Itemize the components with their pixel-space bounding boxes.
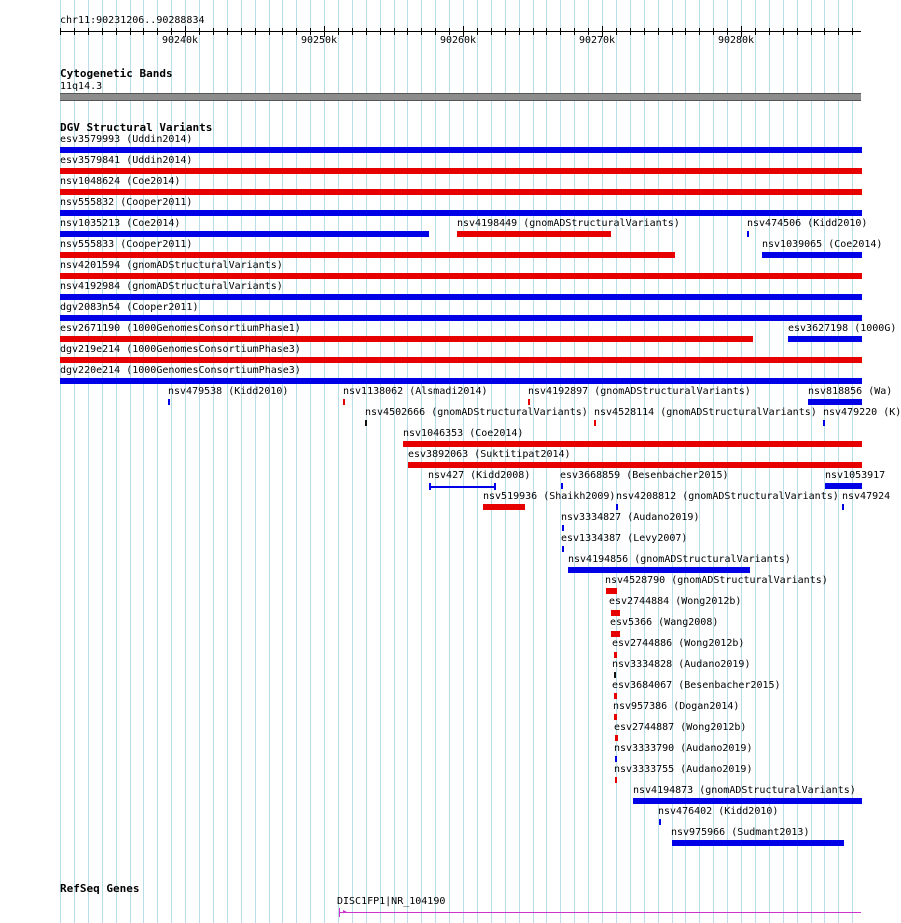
- ruler-tick-label: 90250k: [300, 35, 338, 46]
- ruler-tick: [310, 28, 311, 35]
- variant-bar-cap: [429, 483, 431, 490]
- variant-label[interactable]: dgv220e214 (1000GenomesConsortiumPhase3): [60, 365, 301, 376]
- variant-label[interactable]: nsv427 (Kidd2008): [428, 470, 531, 481]
- grid-line: [213, 0, 214, 923]
- grid-line: [366, 0, 367, 923]
- coordinate-label: chr11:90231206..90288834: [60, 15, 205, 26]
- ruler-tick: [658, 28, 659, 35]
- variant-bar[interactable]: [672, 840, 844, 846]
- ruler-tick: [269, 28, 270, 35]
- ruler-tick: [727, 28, 728, 35]
- variant-bar[interactable]: [615, 756, 617, 762]
- grid-line: [338, 0, 339, 923]
- variant-bar[interactable]: [616, 504, 618, 510]
- strand-arrow-icon: ▸: [342, 907, 348, 917]
- variant-label[interactable]: nsv4198449 (gnomADStructuralVariants): [457, 218, 680, 229]
- variant-bar[interactable]: [483, 504, 525, 510]
- variant-bar[interactable]: [611, 631, 620, 637]
- ruler-tick: [394, 28, 395, 35]
- ruler-tick: [533, 28, 534, 35]
- variant-bar[interactable]: [615, 735, 618, 741]
- ruler-tick: [783, 28, 784, 35]
- variant-label[interactable]: nsv3333790 (Audano2019): [614, 743, 753, 754]
- variant-bar[interactable]: [606, 588, 617, 594]
- variant-bar[interactable]: [408, 462, 862, 468]
- ruler-tick: [255, 28, 256, 35]
- ruler-tick: [60, 28, 61, 35]
- variant-bar[interactable]: [562, 546, 564, 552]
- grid-line: [269, 0, 270, 923]
- variant-bar[interactable]: [788, 336, 862, 342]
- ruler-tick: [102, 28, 103, 35]
- ruler-tick: [199, 28, 200, 35]
- variant-label[interactable]: nsv1046353 (Coe2014): [403, 428, 524, 439]
- variant-label[interactable]: esv3892063 (Suktitipat2014): [408, 449, 571, 460]
- ruler-tick: [88, 28, 89, 35]
- variant-bar[interactable]: [594, 420, 596, 426]
- variant-label[interactable]: nsv1039065 (Coe2014): [762, 239, 883, 250]
- variant-label[interactable]: esv2744884 (Wong2012b): [609, 596, 742, 607]
- variant-bar[interactable]: [825, 483, 862, 489]
- variant-bar[interactable]: [343, 399, 345, 405]
- ruler-tick: [130, 28, 131, 35]
- variant-label[interactable]: nsv975966 (Sudmant2013): [671, 827, 810, 838]
- ruler-tick: [74, 28, 75, 35]
- variant-label[interactable]: nsv47924: [842, 491, 891, 502]
- variant-label[interactable]: nsv4194856 (gnomADStructuralVariants): [568, 554, 791, 565]
- variant-bar[interactable]: [168, 399, 170, 405]
- variant-bar[interactable]: [568, 567, 750, 573]
- ruler-tick: [811, 28, 812, 35]
- variant-bar[interactable]: [614, 714, 617, 720]
- ruler-tick: [282, 28, 283, 35]
- ruler-tick: [616, 28, 617, 35]
- ruler-tick-label: 90270k: [578, 35, 616, 46]
- ruler-tick: [699, 28, 700, 35]
- variant-bar[interactable]: [614, 693, 617, 699]
- variant-label[interactable]: nsv555833 (Cooper2011): [60, 239, 193, 250]
- cytoband-bar[interactable]: [60, 93, 861, 101]
- ruler-tick: [574, 28, 575, 35]
- ruler-tick: [644, 28, 645, 35]
- variant-label[interactable]: nsv476402 (Kidd2010): [658, 806, 779, 817]
- variant-label[interactable]: nsv1138062 (Alsmadi2014): [343, 386, 488, 397]
- variant-bar[interactable]: [808, 399, 862, 405]
- variant-bar[interactable]: [611, 610, 620, 616]
- variant-bar[interactable]: [747, 231, 749, 237]
- grid-line: [282, 0, 283, 923]
- ruler-tick: [546, 28, 547, 35]
- variant-label[interactable]: nsv4208812 (gnomADStructuralVariants): [616, 491, 839, 502]
- ruler-tick: [838, 28, 839, 35]
- ruler-tick: [449, 28, 450, 35]
- variant-bar[interactable]: [60, 336, 753, 342]
- variant-label[interactable]: nsv3333755 (Audano2019): [614, 764, 753, 775]
- ruler-tick: [171, 28, 172, 35]
- variant-bar[interactable]: [615, 777, 617, 783]
- variant-label[interactable]: nsv4528790 (gnomADStructuralVariants): [605, 575, 828, 586]
- variant-label[interactable]: esv3579993 (Uddin2014): [60, 134, 193, 145]
- ruler-tick: [366, 28, 367, 35]
- variant-label[interactable]: nsv4502666 (gnomADStructuralVariants): [365, 407, 588, 418]
- grid-line: [227, 0, 228, 923]
- ruler-tick-label: 90260k: [439, 35, 477, 46]
- ruler-tick: [421, 28, 422, 35]
- ruler-tick: [755, 28, 756, 35]
- variant-label[interactable]: nsv1035213 (Coe2014): [60, 218, 181, 229]
- ruler-tick: [116, 28, 117, 35]
- variant-label[interactable]: nsv957386 (Dogan2014): [613, 701, 740, 712]
- ruler-tick: [685, 28, 686, 35]
- variant-bar[interactable]: [60, 252, 675, 258]
- ruler-tick: [352, 28, 353, 35]
- variant-label[interactable]: esv2744886 (Wong2012b): [612, 638, 745, 649]
- variant-label[interactable]: nsv4528114 (gnomADStructuralVariants): [594, 407, 817, 418]
- variant-bar[interactable]: [614, 652, 617, 658]
- variant-label[interactable]: nsv4201594 (gnomADStructuralVariants): [60, 260, 283, 271]
- ruler-tick: [296, 28, 297, 35]
- track-title-refseq[interactable]: RefSeq Genes: [60, 882, 140, 895]
- variant-label[interactable]: nsv479220 (K): [823, 407, 901, 418]
- variant-label[interactable]: nsv479538 (Kidd2010): [168, 386, 289, 397]
- variant-label[interactable]: nsv4194873 (gnomADStructuralVariants): [633, 785, 856, 796]
- variant-label[interactable]: esv5366 (Wang2008): [610, 617, 719, 628]
- variant-bar[interactable]: [633, 798, 862, 804]
- variant-bar[interactable]: [60, 378, 862, 384]
- grid-line: [296, 0, 297, 923]
- variant-bar[interactable]: [60, 294, 862, 300]
- variant-label[interactable]: esv1334387 (Levy2007): [561, 533, 688, 544]
- variant-bar[interactable]: [60, 147, 862, 153]
- ruler-tick: [213, 28, 214, 35]
- grid-line: [380, 0, 381, 923]
- variant-bar[interactable]: [614, 672, 616, 678]
- variant-label[interactable]: nsv555832 (Cooper2011): [60, 197, 193, 208]
- ruler-tick: [560, 28, 561, 35]
- ruler-tick: [797, 28, 798, 35]
- grid-line: [324, 0, 325, 923]
- variant-bar[interactable]: [762, 252, 862, 258]
- variant-label[interactable]: esv3668859 (Besenbacher2015): [560, 470, 729, 481]
- variant-label[interactable]: esv3627198 (1000G): [788, 323, 897, 334]
- ruler-tick: [672, 28, 673, 35]
- variant-bar[interactable]: [60, 189, 862, 195]
- variant-label[interactable]: nsv1053917: [825, 470, 886, 481]
- gene-exon-start: [339, 908, 340, 917]
- variant-label[interactable]: nsv818856 (Wa): [808, 386, 893, 397]
- ruler-tick: [380, 28, 381, 35]
- variant-bar-cap: [494, 483, 496, 490]
- grid-line: [310, 0, 311, 923]
- variant-bar[interactable]: [659, 819, 661, 825]
- ruler-tick: [505, 28, 506, 35]
- gene-label[interactable]: DISC1FP1|NR_104190: [337, 896, 446, 907]
- ruler-tick: [824, 28, 825, 35]
- grid-line: [394, 0, 395, 923]
- grid-line: [241, 0, 242, 923]
- track-title-cytobands[interactable]: Cytogenetic Bands: [60, 67, 173, 80]
- grid-line: [352, 0, 353, 923]
- ruler-tick: [338, 28, 339, 35]
- variant-label[interactable]: nsv4192897 (gnomADStructuralVariants): [528, 386, 751, 397]
- variant-bar[interactable]: [365, 420, 367, 426]
- variant-bar[interactable]: [60, 357, 862, 363]
- variant-bar[interactable]: [60, 315, 862, 321]
- variant-label[interactable]: nsv1048624 (Coe2014): [60, 176, 181, 187]
- variant-label[interactable]: nsv474506 (Kidd2010): [747, 218, 868, 229]
- gene-intron-line[interactable]: [340, 912, 861, 913]
- variant-label[interactable]: esv3579841 (Uddin2014): [60, 155, 193, 166]
- ruler-tick: [588, 28, 589, 35]
- variant-bar[interactable]: [457, 231, 611, 237]
- ruler-tick: [227, 28, 228, 35]
- variant-bar[interactable]: [429, 486, 496, 488]
- ruler-tick: [157, 28, 158, 35]
- ruler-tick-label: 90280k: [717, 35, 755, 46]
- variant-label[interactable]: esv2671190 (1000GenomesConsortiumPhase1): [60, 323, 301, 334]
- ruler-tick: [713, 28, 714, 35]
- variant-bar[interactable]: [60, 210, 862, 216]
- variant-bar[interactable]: [562, 525, 564, 531]
- ruler-tick: [519, 28, 520, 35]
- ruler-tick-label: 90240k: [161, 35, 199, 46]
- variant-label[interactable]: nsv3334827 (Audano2019): [561, 512, 700, 523]
- variant-bar[interactable]: [60, 168, 862, 174]
- variant-bar[interactable]: [842, 504, 844, 510]
- ruler-tick: [852, 28, 853, 35]
- ruler-tick: [477, 28, 478, 35]
- variant-label[interactable]: esv2744887 (Wong2012b): [614, 722, 747, 733]
- variant-bar[interactable]: [561, 483, 563, 489]
- variant-label[interactable]: nsv4192984 (gnomADStructuralVariants): [60, 281, 283, 292]
- ruler-tick: [630, 28, 631, 35]
- variant-bar[interactable]: [60, 273, 862, 279]
- ruler-tick: [143, 28, 144, 35]
- grid-line: [199, 0, 200, 923]
- variant-bar[interactable]: [403, 441, 862, 447]
- ruler-tick: [407, 28, 408, 35]
- variant-bar[interactable]: [528, 399, 530, 405]
- variant-bar[interactable]: [60, 231, 429, 237]
- ruler-tick: [769, 28, 770, 35]
- variant-label[interactable]: nsv3334828 (Audano2019): [612, 659, 751, 670]
- variant-label[interactable]: dgv219e214 (1000GenomesConsortiumPhase3): [60, 344, 301, 355]
- variant-label[interactable]: dgv2083n54 (Cooper2011): [60, 302, 199, 313]
- ruler-tick: [435, 28, 436, 35]
- variant-bar[interactable]: [823, 420, 825, 426]
- variant-label[interactable]: esv3684067 (Besenbacher2015): [612, 680, 781, 691]
- track-title-dgv[interactable]: DGV Structural Variants: [60, 121, 213, 134]
- variant-label[interactable]: nsv519936 (Shaikh2009): [483, 491, 616, 502]
- ruler-tick: [241, 28, 242, 35]
- cytoband-label: 11q14.3: [60, 81, 103, 92]
- grid-line: [255, 0, 256, 923]
- ruler-tick: [491, 28, 492, 35]
